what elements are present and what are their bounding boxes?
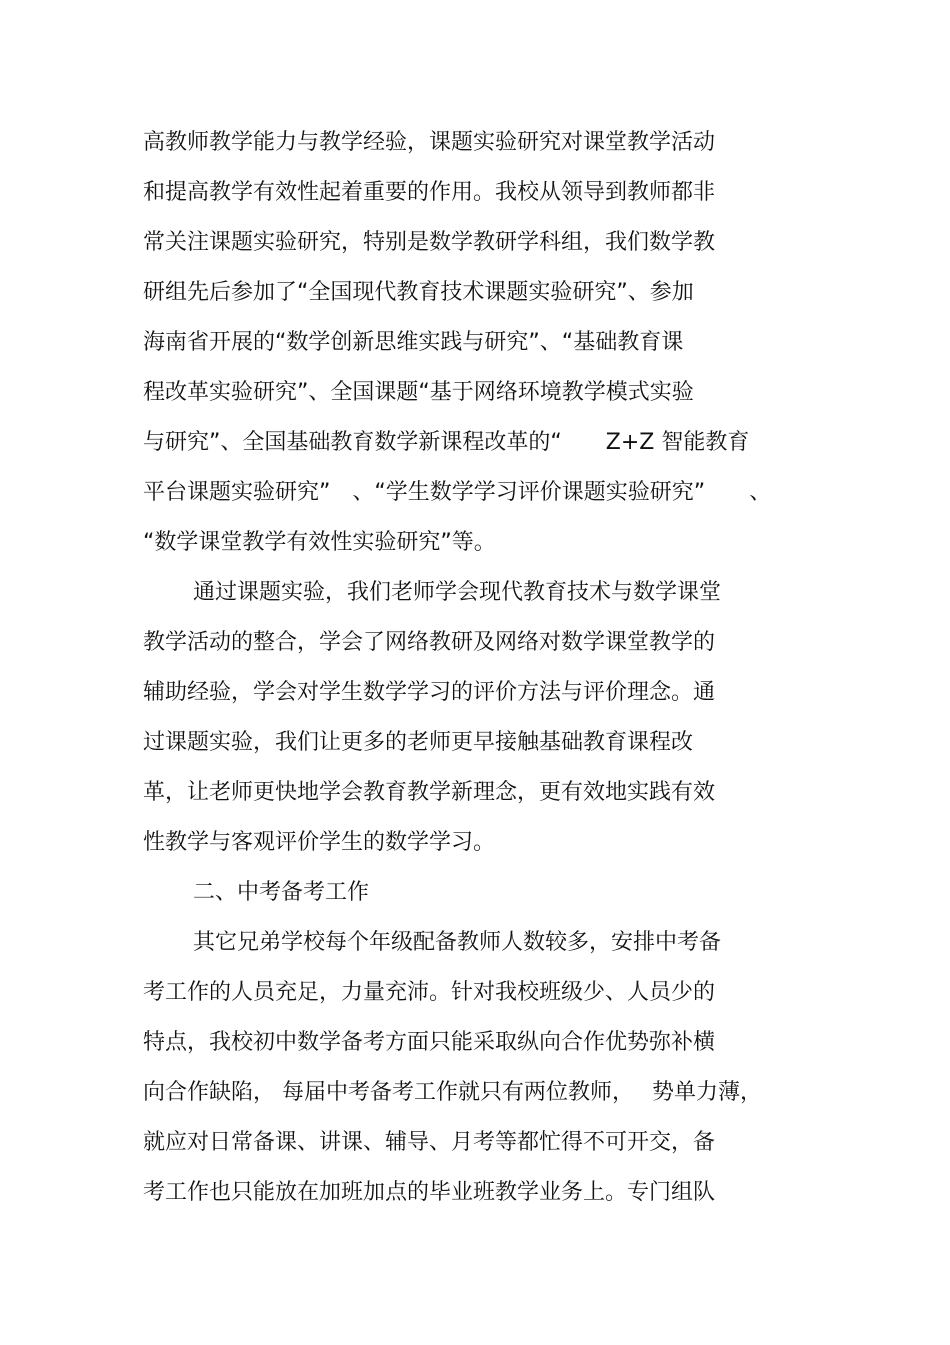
body-text-line: 高教师教学能力与教学经验，课题实验研究对课堂教学活动 (143, 130, 716, 155)
body-text-line: 就应对日常备课、讲课、辅导、月考等都忙得不可开交，备 (143, 1130, 716, 1155)
body-text-line: 研组先后参加了“全国现代教育技术课题实验研究”、参加 (143, 280, 694, 305)
body-text-line: 教学活动的整合，学会了网络教研及网络对数学课堂教学的 (143, 630, 716, 655)
body-text-line: 程改革实验研究”、全国课题“基于网络环境教学模式实验 (143, 380, 694, 405)
body-text-line: 考工作也只能放在加班加点的毕业班教学业务上。专门组队 (143, 1180, 716, 1205)
body-text-line: 常关注课题实验研究，特别是数学教研学科组，我们数学教 (143, 230, 716, 255)
body-text-line: “数学课堂教学有效性实验研究”等。 (143, 530, 496, 555)
body-text-line: 与研究”、全国基础教育数学新课程改革的“ Z+Z 智能教育 (143, 430, 750, 455)
paragraph-start-line: 通过课题实验，我们老师学会现代教育技术与数学课堂 (193, 580, 722, 605)
body-text-line: 和提高教学有效性起着重要的作用。我校从领导到教师都非 (143, 180, 716, 205)
body-text-line: 过课题实验，我们让更多的老师更早接触基础教育课程改 (143, 730, 694, 755)
body-text-line: 向合作缺陷， 每届中考备考工作就只有两位教师， 势单力薄， (143, 1080, 762, 1105)
body-text-line: 海南省开展的“数学创新思维实践与研究”、“基础教育课 (143, 330, 684, 355)
paragraph-start-line: 其它兄弟学校每个年级配备教师人数较多，安排中考备 (193, 930, 722, 955)
body-text-line: 革，让老师更快地学会教育教学新理念，更有效地实践有效 (143, 780, 716, 805)
section-heading: 二、中考备考工作 (193, 880, 370, 905)
body-text-line: 考工作的人员充足，力量充沛。针对我校班级少、人员少的 (143, 980, 716, 1005)
body-text-line: 特点，我校初中数学备考方面只能采取纵向合作优势弥补横 (143, 1030, 716, 1055)
body-text-line: 平台课题实验研究” 、“学生数学学习评价课题实验研究” 、 (143, 480, 772, 505)
body-text-line: 辅助经验，学会对学生数学学习的评价方法与评价理念。通 (143, 680, 716, 705)
body-text-line: 性教学与客观评价学生的数学学习。 (143, 830, 496, 855)
